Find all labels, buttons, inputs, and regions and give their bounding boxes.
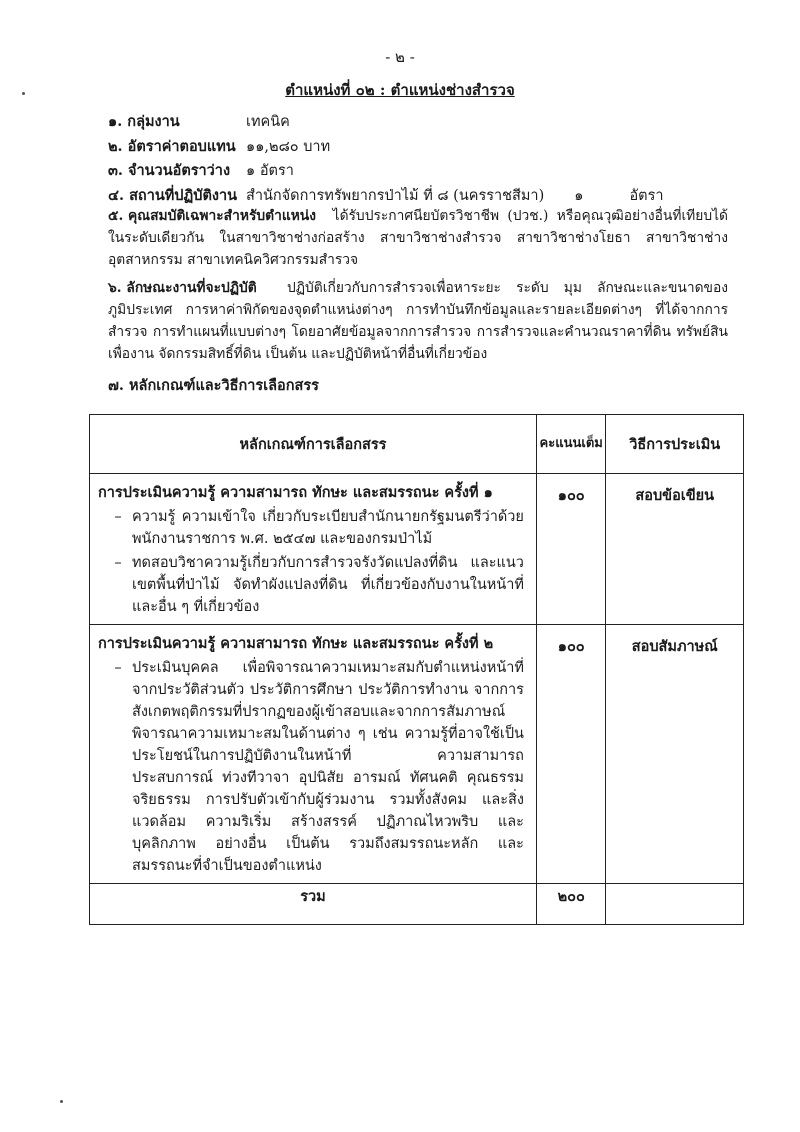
section-title: การประเมินความรู้ ความสามารถ ทักษะ และสมรรถนะ ครั้งที่ ๑ — [98, 484, 493, 501]
total-score: ๒๐๐ — [536, 884, 606, 925]
dash-bullet: – — [114, 555, 122, 571]
qualification-paragraph: ๕. คุณสมบัติเฉพาะสำหรับตำแหน่ง ได้รับประกาศนียบัตรวิชาชีพ (ปวช.) หรือคุณวุฒิอย่างอื่นที่เทียบได้ ในระดับเดียวกัน ในสาขาวิชาช่างก่อสร้าง สาขาวิชาช่างสำรวจ สาขาวิชาช่างโยธา สาขาวิชาช่างอุตสาหกรรม สาขาเทคนิควิศวกรรมสำรวจ — [108, 208, 728, 268]
col-score-header: คะแนนเต็ม — [536, 415, 606, 474]
scan-speck — [60, 1100, 63, 1103]
field-pay: ๒. อัตราค่าตอบแทน ๑๑,๒๘๐ บาท — [108, 138, 331, 155]
list-item: – ความรู้ ความเข้าใจ เกี่ยวกับระเบียบสำนักนายกรัฐมนตรีว่าด้วยพนักงานราชการ พ.ศ. ๒๕๔๗ และของกรมป่าไม้ — [98, 506, 528, 550]
total-row — [90, 884, 744, 925]
total-label: รวม — [90, 884, 537, 925]
field-vacancy: ๓. จำนวนอัตราว่าง ๑ อัตรา — [108, 162, 294, 179]
table-row — [90, 625, 744, 884]
dash-bullet: – — [114, 660, 122, 676]
field-place: ๔. สถานที่ปฏิบัติงาน สำนักจัดการทรัพยากรป่าไม้ ที่ ๘ (นครราชสีมา) ๑ อัตรา — [108, 187, 664, 204]
table-header-row — [90, 415, 744, 474]
score-cell: ๑๐๐ — [536, 474, 606, 625]
duties-paragraph: ๖. ลักษณะงานที่จะปฏิบัติ ปฏิบัติเกี่ยวกับการสำรวจเพื่อหาระยะ ระดับ มุม ลักษณะและขนาดของ ภูมิประเทศ การหาค่าพิกัดของจุดตำแหน่งต่างๆ การทำบันทึกข้อมูลและรายละเอียดต่างๆ ที่ได้จากการสำรวจ การทำแผนที่แบบต่างๆ โดยอาศัยข้อมูลจากการสำรวจ การสำรวจและคำนวณราคาที่ดิน ทรัพย์สิน เพื่องาน จัดกรรมสิทธิ์ที่ดิน เป็นต้น และปฏิบัติหน้าที่อื่นที่เกี่ยวข้อง — [108, 280, 728, 362]
col-criteria-header: หลักเกณฑ์การเลือกสรร — [90, 415, 537, 474]
list-item: – ทดสอบวิชาความรู้เกี่ยวกับการสำรวจรังวัดแปลงที่ดิน และแนวเขตพื้นที่ป่าไม้ จัดทำผังแปลงที่ดิน ที่เกี่ยวข้องกับงานในหน้าที่ และอื่น ๆ ที่เกี่ยวข้อง — [98, 552, 528, 618]
method-cell: สอบข้อเขียน — [606, 474, 744, 625]
page-number: - ๒ - — [385, 48, 415, 66]
field-group: ๑. กลุ่มงาน เทคนิค — [108, 113, 290, 130]
col-method-header: วิธีการประเมิน — [606, 415, 744, 474]
criteria-cell — [90, 625, 537, 884]
criteria-heading: ๗. หลักเกณฑ์และวิธีการเลือกสรร — [108, 377, 319, 394]
score-cell: ๑๐๐ — [536, 625, 606, 884]
criteria-table — [89, 414, 744, 925]
page-title: ตำแหน่งที่ ๐๒ : ตำแหน่งช่างสำรวจ — [285, 81, 515, 99]
list-item: – ประเมินบุคคล เพื่อพิจารณาความเหมาะสมกับตำแหน่งหน้าที่ จากประวัติส่วนตัว ประวัติการศึกษา ประวัติการทำงาน จากการสังเกตพฤติกรรมที่ปรากฏของผู้เข้าสอบและจากการสัมภาษณ์พิจารณาความเหมาะสมในด้านต่าง ๆ เช่น ความรู้ที่อาจใช้เป็นประโยชน์ในการปฏิบัติงานในหน้าที่ ความสามารถ ประสบการณ์ ท่วงทีวาจา อุปนิสัย อารมณ์ ทัศนคติ คุณธรรม จริยธรรม การปรับตัวเข้ากับผู้ร่วมงาน รวมทั้งสังคม และสิ่งแวดล้อม ความริเริ่ม สร้างสรรค์ ปฏิภาณไหวพริบ และบุคลิกภาพ อย่างอื่น เป็นต้น รวมถึงสมรรถนะหลัก และสมรรถนะที่จำเป็นของตำแหน่ง — [98, 657, 528, 877]
table-row — [90, 474, 744, 625]
criteria-cell — [90, 474, 537, 625]
dash-bullet: – — [114, 509, 122, 525]
section-title: การประเมินความรู้ ความสามารถ ทักษะ และสมรรถนะ ครั้งที่ ๒ — [98, 635, 494, 652]
method-cell: สอบสัมภาษณ์ — [606, 625, 744, 884]
total-method-cell — [606, 884, 744, 925]
